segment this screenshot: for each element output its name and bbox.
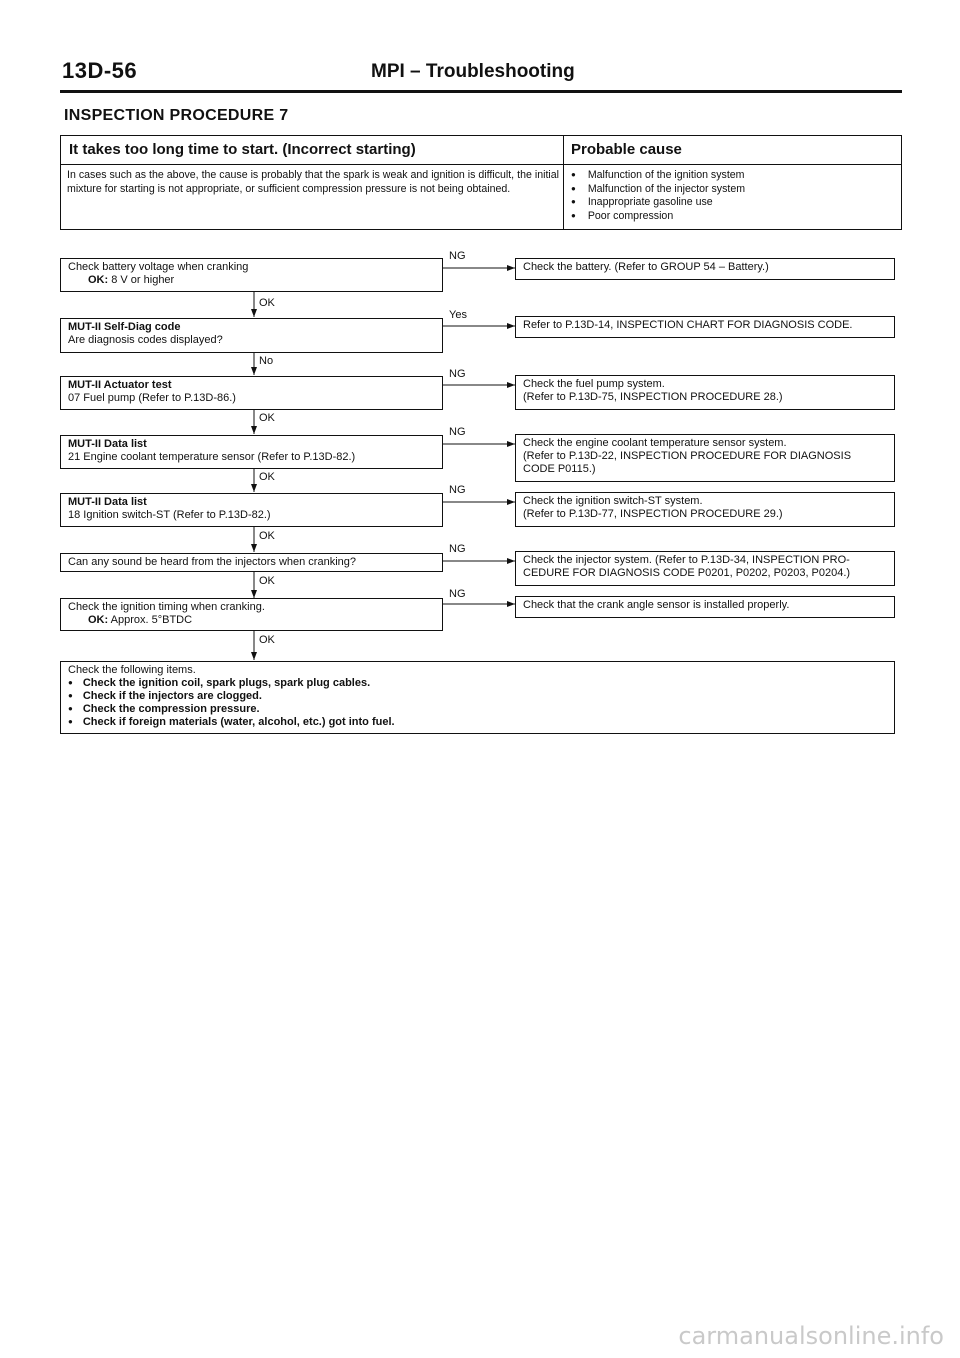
cause-header: Probable cause — [571, 141, 682, 158]
step-box — [60, 493, 443, 527]
step-condition: Approx. 5°BTDC — [110, 614, 193, 626]
step-box — [60, 258, 443, 292]
final-check-title: Check the following items. — [68, 664, 196, 676]
step-title — [68, 438, 435, 451]
cause-item: ● Poor compression — [571, 210, 745, 224]
step-box — [60, 553, 443, 572]
procedure-title: INSPECTION PROCEDURE 7 — [64, 107, 289, 124]
flow-label: OK — [259, 471, 275, 483]
ok-label: OK: — [88, 614, 109, 626]
section-title: MPI – Troubleshooting — [371, 61, 575, 82]
step-title: Can any sound be heard from the injectors when cranking? — [68, 556, 357, 568]
step-title-bold: MUT-II Actuator test — [68, 379, 172, 391]
step-condition: 07 Fuel pump (Refer to P.13D-86.) — [68, 392, 236, 404]
step-box — [60, 376, 443, 410]
branch-label: NG — [449, 368, 466, 380]
symptom-header: It takes too long time to start. (Incorrect starting) — [69, 141, 416, 158]
step-condition: 21 Engine coolant temperature sensor (Refer to P.13D-82.) — [68, 451, 356, 463]
page-number: 13D-56 — [62, 58, 138, 83]
branch-label: NG — [449, 426, 466, 438]
step-box — [60, 598, 443, 631]
result-text: Check the engine coolant temperature sensor system. — [523, 437, 787, 449]
result-text: Check the injector system. (Refer to P.13D-34, INSPECTION PRO- — [523, 554, 850, 566]
result-box — [515, 375, 895, 410]
step-title-bold: MUT-II Data list — [68, 438, 147, 450]
watermark: carmanualsonline.info — [678, 1322, 944, 1350]
flow-label: OK — [259, 575, 275, 587]
cause-item: ● Malfunction of the injector system — [571, 183, 745, 197]
flow-label: No — [259, 355, 274, 367]
step-condition: 8 V or higher — [111, 274, 175, 286]
result-text: (Refer to P.13D-77, INSPECTION PROCEDURE 29.) — [523, 508, 783, 520]
branch-label: NG — [449, 250, 466, 262]
result-text: Check the fuel pump system. — [523, 378, 665, 390]
step-title-bold: MUT-II Self-Diag code — [68, 321, 181, 333]
final-check-item: ● Check if the injectors are clogged. — [68, 690, 887, 703]
step-condition: Are diagnosis codes displayed? — [68, 334, 223, 346]
result-text: Check that the crank angle sensor is installed properly. — [523, 599, 790, 611]
step-title: Check battery voltage when cranking — [68, 261, 249, 273]
result-box — [515, 434, 895, 482]
result-box — [515, 316, 895, 338]
flow-label: OK — [259, 530, 275, 542]
flow-label: OK — [259, 634, 275, 646]
result-text: (Refer to P.13D-75, INSPECTION PROCEDURE 28.) — [523, 391, 783, 403]
result-text: Refer to P.13D-14, INSPECTION CHART FOR DIAGNOSIS CODE. — [523, 319, 853, 331]
result-text: CEDURE FOR DIAGNOSIS CODE P0201, P0202, P0203, P0204.) — [523, 567, 851, 579]
ok-label: OK: — [88, 274, 109, 286]
branch-label: Yes — [449, 309, 467, 321]
step-box — [60, 318, 443, 353]
step-criterion — [68, 274, 435, 287]
result-text: Check the ignition switch-ST system. — [523, 495, 703, 507]
step-condition: 18 Ignition switch-ST (Refer to P.13D-82.) — [68, 509, 271, 521]
result-box — [515, 258, 895, 280]
symptom-description: In cases such as the above, the cause is probably that the spark is weak and ignition is difficult, the initial mixture for starting is not appropriate, or sufficient compression pressure is not being obtained. — [67, 169, 559, 195]
branch-label: NG — [449, 484, 466, 496]
final-check-item: ● Check the compression pressure. — [68, 703, 887, 716]
branch-label: NG — [449, 543, 466, 555]
result-text: (Refer to P.13D-22, INSPECTION PROCEDURE FOR DIAGNOSIS — [523, 450, 852, 462]
result-text: CODE P0115.) — [523, 463, 596, 475]
step-title — [68, 379, 435, 392]
result-box — [515, 596, 895, 618]
final-check-box — [60, 661, 895, 734]
final-check-item: ● Check the ignition coil, spark plugs, spark plug cables. — [68, 677, 887, 690]
step-title-bold: MUT-II Data list — [68, 496, 147, 508]
step-title — [68, 496, 435, 509]
cause-item: ● Malfunction of the ignition system — [571, 169, 745, 183]
step-box — [60, 435, 443, 469]
result-box — [515, 492, 895, 527]
cause-item: ● Inappropriate gasoline use — [571, 196, 745, 210]
final-check-item: ● Check if foreign materials (water, alcohol, etc.) got into fuel. — [68, 716, 887, 729]
step-criterion — [68, 614, 435, 627]
flow-label: OK — [259, 412, 275, 424]
branch-label: NG — [449, 588, 466, 600]
flow-label: OK — [259, 297, 275, 309]
step-title: Check the ignition timing when cranking. — [68, 601, 265, 613]
result-box — [515, 551, 895, 586]
step-title — [68, 321, 435, 334]
result-text: Check the battery. (Refer to GROUP 54 – Battery.) — [523, 261, 769, 273]
